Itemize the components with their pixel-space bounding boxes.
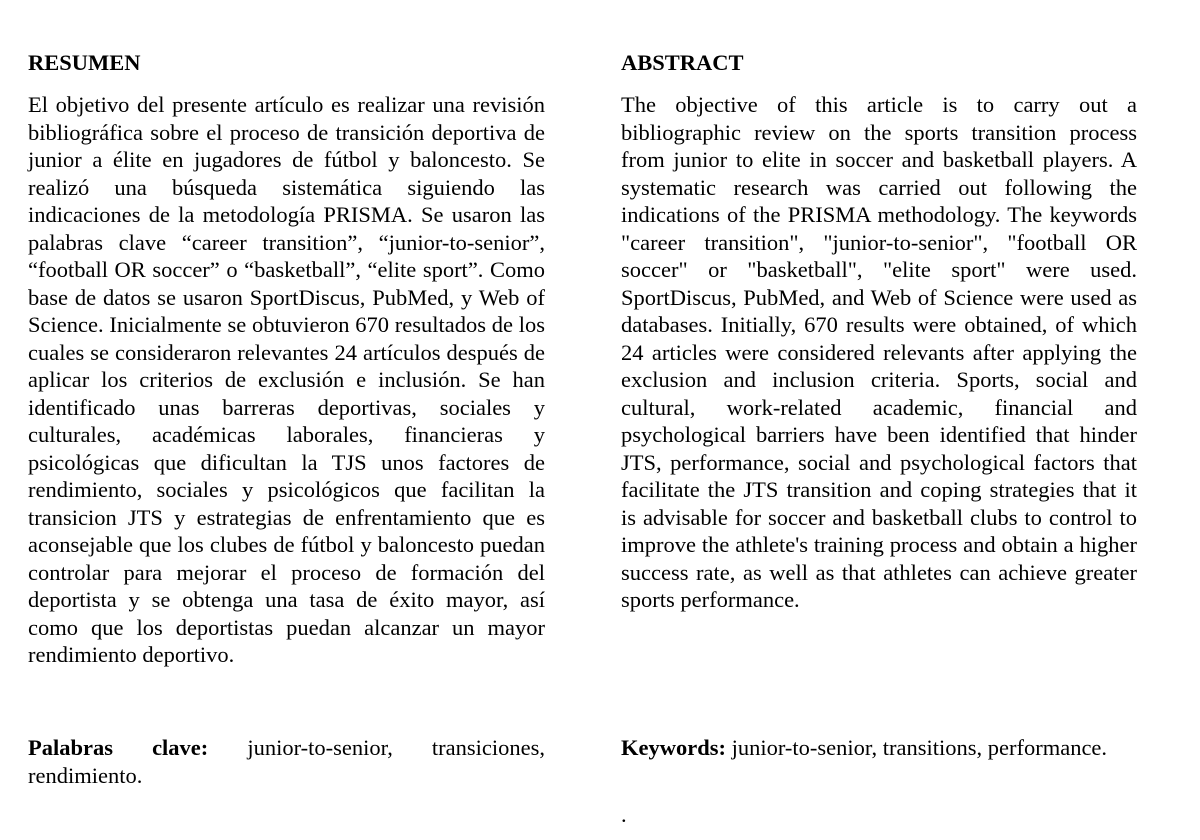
- keywords-line: [621, 734, 1137, 762]
- palabras-clave-line: [28, 734, 545, 789]
- abstract-body: The objective of this article is to carry out a bibliographic review on the sports transition process from junior to elite in soccer and basketball players. A systematic research was carried out following the indications of the PRISMA methodology. The keywords "career transition", "junior-to-senior", "football OR soccer" or "basketball", "elite sport" were used. SportDiscus, PubMed, and Web of Science were used as databases. Initially, 670 results were obtained, of which 24 articles were considered relevants after applying the exclusion and inclusion criteria. Sports, social and cultural, work-related academic, financial and psychological barriers have been identified that hinder JTS, performance, social and psychological factors that facilitate the JTS transition and coping strategies that it is advisable for soccer and basketball clubs to control to improve the athlete's training process and obtain a higher success rate, as well as that athletes can achieve greater sports performance.: [621, 92, 1137, 612]
- keywords-label: Keywords:: [621, 735, 726, 760]
- palabras-clave-values: junior-to-senior, transiciones, rendimiento.: [28, 735, 545, 788]
- abstract-heading: ABSTRACT: [621, 50, 744, 75]
- trailing-period: .: [621, 802, 627, 827]
- resumen-body: El objetivo del presente artículo es realizar una revisión bibliográfica sobre el proceso de transición deportiva de junior a élite en jugadores de fútbol y baloncesto. Se realizó una búsqueda sistemática siguiendo las indicaciones de la metodología PRISMA. Se usaron las palabras clave “career transition”, “junior-to-senior”, “football OR soccer” o “basketball”, “elite sport”. Como base de datos se usaron SportDiscus, PubMed, y Web of Science. Inicialmente se obtuvieron 670 resultados de los cuales se consideraron relevantes 24 artículos después de aplicar los criterios de exclusión e inclusión. Se han identificado unas barreras deportivas, sociales y culturales, académicas laborales, financieras y psicológicas que dificultan la TJS unos factores de rendimiento, sociales y psicológicos que facilitan la transicion JTS y estrategias de enfrentamiento que es aconsejable que los clubes de fútbol y baloncesto puedan controlar para mejorar el proceso de formación del deportista y se obtenga una tasa de éxito mayor, así como que los deportistas puedan alcanzar un mayor rendimiento deportivo.: [28, 92, 545, 667]
- keywords-values: junior-to-senior, transitions, performance.: [726, 735, 1108, 760]
- palabras-clave-label: Palabras clave:: [28, 735, 209, 760]
- resumen-section: [28, 47, 545, 669]
- abstract-section: [621, 47, 1137, 614]
- resumen-heading: RESUMEN: [28, 50, 141, 75]
